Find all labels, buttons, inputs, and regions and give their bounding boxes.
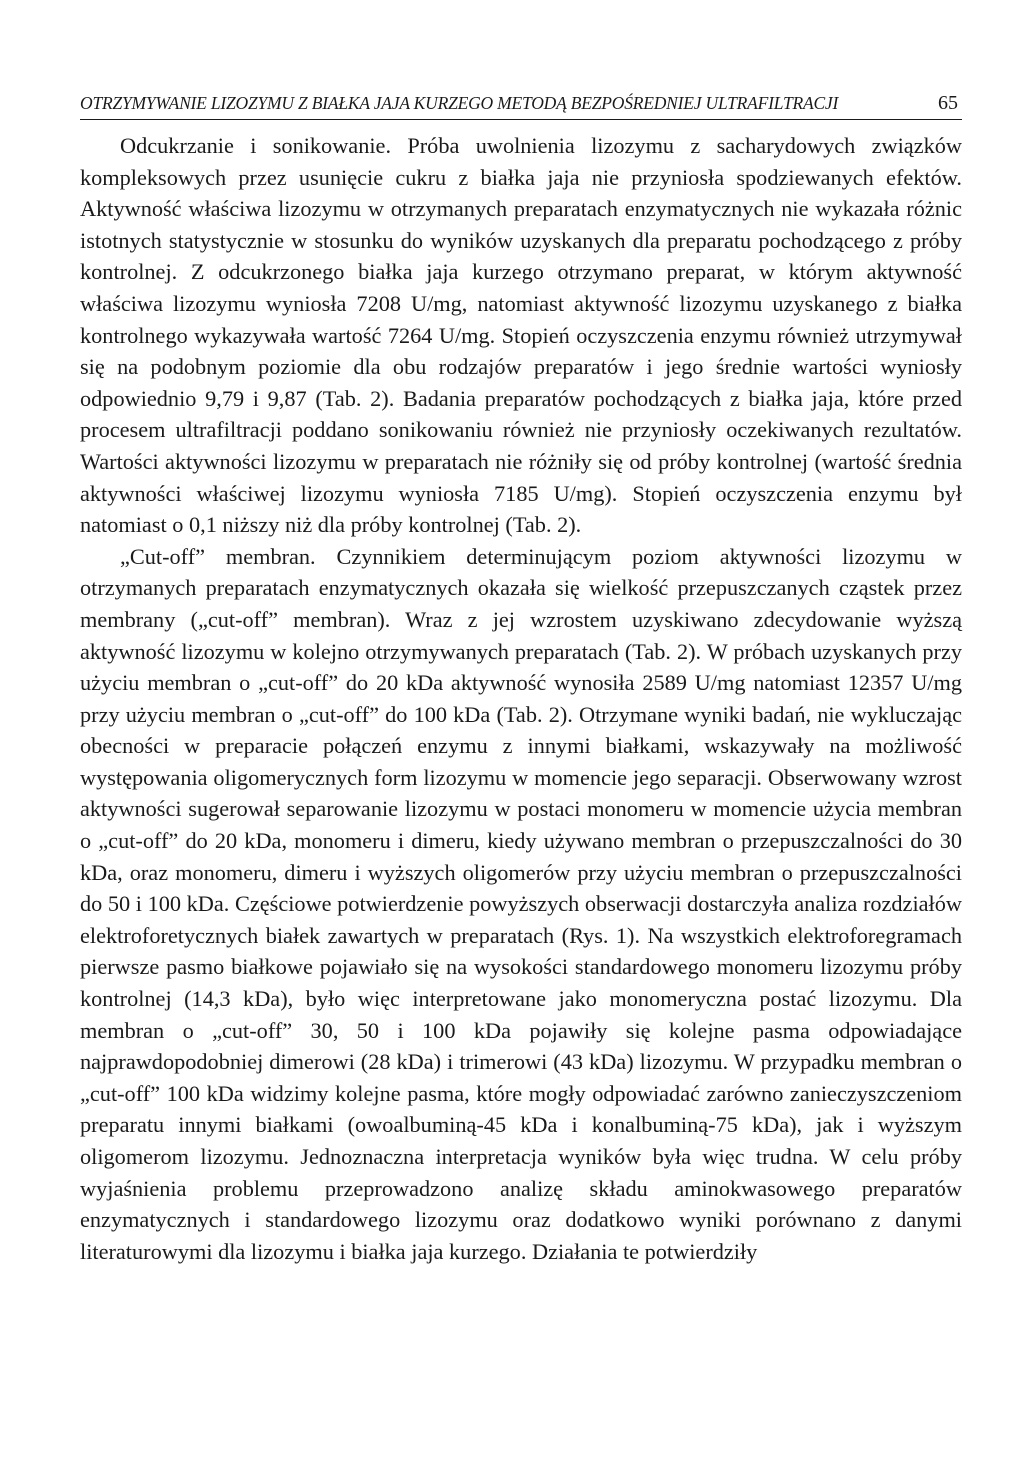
paragraph-odcukrzanie	[80, 130, 962, 541]
page-number: 65	[938, 92, 958, 114]
running-header	[80, 92, 962, 120]
running-header-title: OTRZYMYWANIE LIZOZYMU Z BIAŁKA JAJA KURZEGO METODĄ BEZPOŚREDNIEJ ULTRAFILTRACJI	[80, 93, 839, 113]
article-page	[80, 92, 962, 1267]
paragraph-cut-off	[80, 541, 962, 1268]
paragraph-text: „Cut-off” membran. Czynnikiem determinującym poziom aktywności lizozymu w otrzymanych preparatach enzymatycznych okazała się wielkość przepuszczanych cząstek przez membrany („cut-off” membran). Wraz z jej wzrostem uzyskiwano zdecydowanie wyższą aktywność lizozymu w kolejno otrzymywanych preparatach (Tab. 2). W próbach uzyskanych przy użyciu membran o „cut-off” do 20 kDa aktywność wynosiła 2589 U/mg natomiast 12357 U/mg przy użyciu membran o „cut-off” do 100 kDa (Tab. 2). Otrzymane wyniki badań, nie wykluczając obecności w preparacie połączeń enzymu z innymi białkami, wskazywały na możliwość występowania oligomerycznych form lizozymu w momencie jego separacji. Obserwowany wzrost aktywności sugerował separowanie lizozymu w postaci monomeru w momencie użycia membran o „cut-off” do 20 kDa, monomeru i dimeru, kiedy używano membran o przepuszczalności do 30 kDa, oraz monomeru, dimeru i wyższych oligomerów przy użyciu membran o przepuszczalności do 50 i 100 kDa. Częściowe potwierdzenie powyższych obserwacji dostarczyła analiza rozdziałów elektroforetycznych białek zawartych w preparatach (Rys. 1). Na wszystkich elektroforegramach pierwsze pasmo białkowe pojawiało się na wysokości standardowego monomeru lizozymu próby kontrolnej (14,3 kDa), było więc interpretowane jako monomeryczna postać lizozymu. Dla membran o „cut-off” 30, 50 i 100 kDa pojawiły się kolejne pasma odpowiadające najprawdopodobniej dimerowi (28 kDa) i trimerowi (43 kDa) lizozymu. W przypadku membran o „cut-off” 100 kDa widzimy kolejne pasma, które mogły odpowiadać zarówno zanieczyszczeniom preparatu innymi białkami (owoalbuminą-45 kDa i konalbuminą-75 kDa), jak i wyższym oligomerom lizozymu. Jednoznaczna interpretacja wyników była więc trudna. W celu próby wyjaśnienia problemu przeprowadzono analizę składu aminokwasowego preparatów enzymatycznych i standardowego lizozymu oraz dodatkowo wyniki porównano z danymi literaturowymi dla lizozymu i białka jaja kurzego. Działania te potwierdziły	[80, 543, 962, 1264]
paragraph-text: Odcukrzanie i sonikowanie. Próba uwolnienia lizozymu z sacharydowych związków kompleksowych przez usunięcie cukru z białka jaja nie przyniosła spodziewanych efektów. Aktywność właściwa lizozymu w otrzymanych preparatach enzymatycznych nie wykazała różnic istotnych statystycznie w stosunku do wyników uzyskanych dla preparatu pochodzącego z próby kontrolnej. Z odcukrzonego białka jaja kurzego otrzymano preparat, w którym aktywność właściwa lizozymu wyniosła 7208 U/mg, natomiast aktywność lizozymu uzyskanego z białka kontrolnego wykazywała wartość 7264 U/mg. Stopień oczyszczenia enzymu również utrzymywał się na podobnym poziomie dla obu rodzajów preparatów i jego średnie wartości wyniosły odpowiednio 9,79 i 9,87 (Tab. 2). Badania preparatów pochodzących z białka jaja, które przed procesem ultrafiltracji poddano sonikowaniu również nie przyniosły oczekiwanych rezultatów. Wartości aktywności lizozymu w preparatach nie różniły się od próby kontrolnej (wartość średnia aktywności właściwej lizozymu wyniosła 7185 U/mg). Stopień oczyszczenia enzymu był natomiast o 0,1 niższy niż dla próby kontrolnej (Tab. 2).	[80, 133, 962, 538]
